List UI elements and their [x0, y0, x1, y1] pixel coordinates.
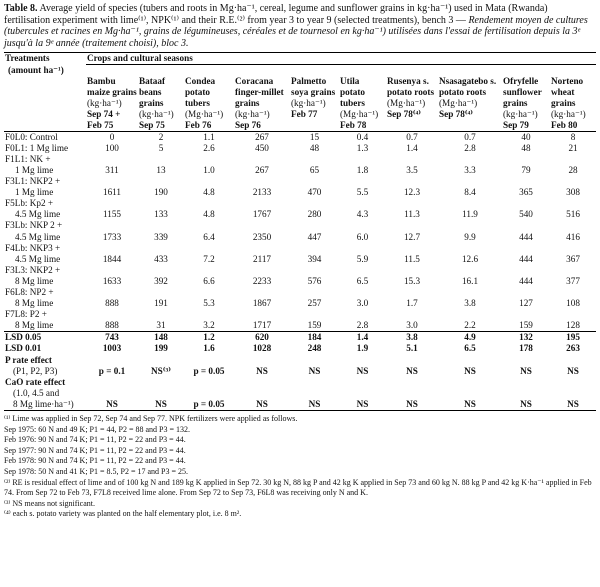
row-label-line: 4.5 Mg lime	[15, 253, 61, 264]
cell-value: 195	[566, 332, 580, 343]
cell-value: 1.1	[203, 131, 215, 142]
cell-value: NS⁽³⁾	[151, 365, 171, 376]
row-label-line: LSD 0.05	[5, 332, 42, 343]
cell-value: 248	[307, 343, 322, 354]
cell-value: 11.9	[462, 209, 478, 220]
cell-value: p = 0.1	[98, 365, 126, 376]
cell-value: 1.9	[356, 343, 369, 354]
cell-value: 65	[309, 164, 320, 175]
column-name: Norteno wheat grains	[551, 75, 584, 108]
column-name: Nsasagatebo s. potato roots	[439, 75, 497, 97]
row-label-line: F4Lb: NKP3 +	[5, 242, 61, 253]
cell-value: 444	[519, 231, 533, 242]
header-spacer	[4, 76, 86, 132]
cell-value: 2	[158, 131, 164, 142]
row-label	[4, 243, 86, 265]
cell-value: 0.4	[356, 131, 369, 142]
row-label-line: 4.5 Mg lime	[15, 231, 61, 242]
cell-value: 2133	[252, 187, 272, 198]
column-date: Feb 77	[291, 108, 318, 119]
cell-value: 9.9	[464, 231, 476, 242]
cell-value: 1867	[252, 298, 272, 309]
cell-value: 4.8	[203, 187, 215, 198]
cell-value: 1844	[102, 253, 122, 264]
column-unit: (Mg·ha⁻¹)	[185, 108, 224, 119]
cell-value: 1003	[102, 343, 122, 354]
cell-value: 79	[521, 164, 531, 175]
cell-value: 0	[109, 131, 115, 142]
row-label	[4, 287, 86, 309]
cell-value: 3.8	[406, 332, 418, 343]
column-date: Sep 76	[235, 119, 261, 130]
cell-value: 190	[154, 187, 168, 198]
cell-value: 5.9	[356, 253, 369, 264]
caption-english: Average yield of species (tubers and roots in Mg·ha⁻¹, cereal, legume and sunflower grains in kg·ha⁻¹) used in Mata (Rwanda) fertilisation experiment with lime⁽¹⁾, NPK⁽¹⁾ and their R.E.⁽²⁾ from year 3 to year 9 (selected treatments), bench 3 —	[4, 3, 548, 26]
caption-label: Table 8.	[4, 3, 38, 14]
cell-value: NS	[155, 398, 167, 409]
cell-value: 620	[255, 332, 269, 343]
column-header	[386, 76, 438, 132]
cell-value: 8.4	[464, 187, 476, 198]
cell-value: 1.0	[203, 164, 215, 175]
cell-value: 576	[307, 275, 322, 286]
row-label-line: 1 Mg lime	[15, 187, 54, 198]
cell-value: NS	[308, 365, 321, 376]
cell-value: 540	[519, 209, 533, 220]
column-unit: (Mg·ha⁻¹)	[387, 97, 426, 108]
cell-value: 2.2	[464, 320, 476, 331]
cell-value: 132	[519, 332, 533, 343]
footnote: ⁽⁴⁾ each s. potato variety was planted on the half elementary plot, i.e. 8 m².	[4, 509, 242, 519]
row-label	[4, 176, 86, 198]
table-caption	[4, 3, 596, 49]
cell-value: 13	[156, 164, 166, 175]
footnote: Feb 1976: 90 N and 74 K; P1 = 11, P2 = 22 and P3 = 44.	[4, 435, 186, 445]
cell-value: 0.7	[406, 131, 418, 142]
footnote: ⁽²⁾ RE is residual effect of lime and of 100 kg N and 189 kg K applied in Sep 72. 30 kg N, 88 kg P and 42 kg K applied in Sep 73 and 60 kg N. 88 kg P and 42 kg K·ha⁻¹ applied in Feb 74. From Sep 72 to Feb 73, F7L8 received lime alone. From Sep 72 to Sep 73, F6L8 was receiving only N and K.	[4, 477, 592, 498]
cell-value: 3.5	[406, 164, 418, 175]
cell-value: 16.1	[461, 275, 479, 286]
cell-value: 128	[566, 320, 580, 331]
column-date: Sep 78⁽⁴⁾	[387, 108, 422, 119]
column-unit: (kg·ha⁻¹)	[291, 97, 326, 108]
column-name: Bambu maize grains	[87, 75, 137, 97]
cell-value: NS	[406, 398, 418, 409]
cell-value: 2.6	[203, 142, 215, 153]
cell-value: 1733	[102, 231, 122, 242]
cell-value: 888	[105, 320, 119, 331]
cell-value: 11.3	[404, 209, 420, 220]
cell-value: 392	[154, 275, 168, 286]
cell-value: NS	[567, 398, 579, 409]
column-header	[438, 76, 502, 132]
cell-value: 1717	[252, 320, 272, 331]
cell-value: NS	[256, 365, 268, 376]
cell-value: 4.9	[464, 332, 476, 343]
cell-value: 0.7	[464, 131, 476, 142]
cell-value: 470	[307, 187, 322, 198]
table-row	[4, 355, 596, 377]
cell-value: 1155	[102, 209, 122, 220]
row-label	[4, 143, 86, 154]
cell-value: 1.6	[203, 343, 215, 354]
column-unit: (kg·ha⁻¹)	[551, 108, 586, 119]
cell-value: 1.2	[203, 332, 215, 343]
row-label-line: LSD 0.01	[5, 343, 42, 354]
cell-value: 267	[255, 164, 269, 175]
cell-value: 21	[568, 142, 578, 153]
cell-value: NS	[406, 365, 418, 376]
row-label-line: F0L0: Control	[5, 131, 58, 142]
cell-value: NS	[356, 365, 369, 376]
cell-value: 12.3	[403, 187, 421, 198]
cell-value: p = 0.05	[193, 398, 225, 409]
cell-value: 159	[307, 320, 322, 331]
table-row	[4, 198, 596, 220]
cell-value: NS	[308, 398, 321, 409]
yield-table	[4, 52, 596, 411]
cell-value: 280	[307, 209, 322, 220]
cell-value: 257	[307, 298, 322, 309]
cell-value: 311	[105, 164, 119, 175]
cell-value: 184	[307, 332, 322, 343]
cell-value: 4.8	[203, 209, 215, 220]
table-row	[4, 143, 596, 154]
column-unit: (Mg·ha⁻¹)	[439, 97, 478, 108]
table-row	[4, 154, 596, 176]
cell-value: 377	[566, 275, 580, 286]
column-name: Ofryfelle sunflower grains	[503, 75, 542, 108]
footnote: ⁽¹⁾ Lime was applied in Sep 72, Sep 74 and Sep 77. NPK fertilizers were applied as follows.	[4, 414, 298, 424]
cell-value: 1.4	[406, 142, 418, 153]
row-label-line: F3Lb: NKP 2 +	[5, 220, 63, 231]
table-row	[4, 309, 596, 332]
row-label	[4, 377, 86, 411]
cell-value: 48	[309, 142, 320, 153]
column-name: Palmetto soya grains	[291, 75, 336, 97]
footnote: Sep 1975: 60 N and 49 K; P1 = 44, P2 = 88 and P3 = 132.	[4, 424, 190, 434]
row-label-line: F0L1: 1 Mg lime	[5, 142, 69, 153]
cell-value: NS	[567, 365, 579, 376]
row-label	[4, 265, 86, 287]
column-name: Bataaf beans grains	[139, 75, 166, 108]
column-header	[290, 76, 339, 132]
cell-value: 159	[519, 320, 533, 331]
row-label-line: F5Lb: Kp2 +	[5, 198, 54, 209]
column-header	[339, 76, 386, 132]
cell-value: 191	[154, 298, 168, 309]
cell-value: 15	[309, 131, 320, 142]
column-unit: (Mg·ha⁻¹)	[340, 108, 379, 119]
column-header	[86, 76, 138, 132]
row-label-line: 4.5 Mg lime	[15, 209, 61, 220]
column-headers	[4, 76, 596, 132]
row-label-line: 8 Mg lime	[15, 275, 54, 286]
cell-value: 367	[566, 253, 580, 264]
cell-value: 444	[519, 275, 533, 286]
cell-value: 888	[105, 298, 119, 309]
cell-value: 450	[255, 142, 269, 153]
cell-value: 1.3	[356, 142, 369, 153]
table-row	[4, 243, 596, 265]
cell-value: 178	[519, 343, 533, 354]
column-date: Feb 78	[340, 119, 367, 130]
cell-value: 127	[519, 298, 533, 309]
column-date: Sep 78⁽⁴⁾	[439, 108, 474, 119]
row-label	[4, 131, 86, 143]
cell-value: 3.3	[464, 164, 476, 175]
cell-value: 7.2	[203, 253, 215, 264]
row-label-line: (P1, P2, P3)	[13, 365, 58, 376]
footnote: Sep 1977: 90 N and 74 K; P1 = 11, P2 = 22 and P3 = 44.	[4, 445, 186, 455]
column-name: Condea potato tubers	[185, 75, 216, 108]
cell-value: 6.0	[356, 231, 369, 242]
cell-value: 516	[566, 209, 580, 220]
row-label	[4, 154, 86, 176]
data-rows	[4, 131, 596, 410]
column-unit: (kg·ha⁻¹)	[139, 108, 174, 119]
cell-value: 2.8	[356, 320, 369, 331]
cell-value: 12.6	[461, 253, 479, 264]
cell-value: 5	[158, 142, 164, 153]
cell-value: NS	[520, 398, 532, 409]
cell-value: 5.5	[356, 187, 369, 198]
row-label-line: 8 Mg lime·ha⁻¹)	[13, 398, 74, 409]
row-label	[4, 309, 86, 332]
column-name: Rusenya s. potato roots	[387, 75, 435, 97]
cell-value: 2233	[252, 275, 272, 286]
cell-value: 148	[154, 332, 168, 343]
cell-value: NS	[464, 398, 476, 409]
cell-value: 5.3	[203, 298, 215, 309]
cell-value: 1767	[252, 209, 272, 220]
row-label-line: F7L8: P2 +	[5, 309, 47, 320]
cell-value: 12.7	[403, 231, 421, 242]
cell-value: NS	[520, 365, 532, 376]
column-date: Sep 79	[503, 119, 529, 130]
column-name: Utila potato tubers	[340, 75, 366, 108]
cell-value: 133	[154, 209, 168, 220]
cell-value: 199	[154, 343, 168, 354]
row-label-line: F6L8: NP2 +	[5, 287, 54, 297]
cell-value: 1.7	[406, 298, 418, 309]
cell-value: 263	[566, 343, 580, 354]
row-label	[4, 343, 86, 354]
cell-value: 31	[156, 320, 166, 331]
cell-value: 365	[519, 187, 533, 198]
cell-value: 6.5	[464, 343, 476, 354]
cell-value: 8	[570, 131, 576, 142]
row-label	[4, 220, 86, 242]
amount-header: (amount ha⁻¹)	[8, 64, 64, 75]
column-date: Feb 76	[185, 119, 212, 130]
table-row	[4, 377, 596, 411]
cell-value: 6.4	[203, 231, 215, 242]
row-label	[4, 332, 86, 344]
column-header	[138, 76, 184, 132]
table-row	[4, 287, 596, 309]
column-date: Sep 74 + Feb 75	[87, 108, 121, 130]
treatments-header: Treatments	[5, 53, 50, 63]
cell-value: NS	[464, 365, 476, 376]
cell-value: 447	[307, 231, 322, 242]
cell-value: 394	[307, 253, 322, 264]
row-label	[4, 355, 86, 377]
cell-value: 3.2	[203, 320, 215, 331]
cell-value: 1028	[252, 343, 272, 354]
row-label-line: 1 Mg lime	[15, 164, 54, 175]
cell-value: 5.1	[406, 343, 418, 354]
footnote: Sep 1978: 50 N and 41 K; P1 = 8.5, P2 = 17 and P3 = 25.	[4, 467, 188, 476]
column-date: Sep 75	[139, 119, 165, 130]
table-row	[4, 265, 596, 287]
cell-value: 108	[566, 298, 580, 309]
column-header	[184, 76, 234, 132]
cell-value: 339	[154, 231, 168, 242]
cell-value: 1.8	[356, 164, 369, 175]
row-label-line: F3L3: NKP2 +	[5, 264, 61, 275]
caption-french: Rendement moyen de cultures (tubercules et racines en Mg·ha⁻¹, grains de légumineuses, céréales et de tournesol en kg·ha⁻¹) utilisées dans l'essai de fertilisation depuis la 3ᵉ jusqu'à la 9ᵉ année (traitement choisi), bloc 3.	[4, 14, 588, 49]
row-label-line: F3L1: NKP2 +	[5, 176, 61, 187]
cell-value: p = 0.05	[193, 365, 225, 376]
cell-value: 308	[566, 187, 580, 198]
row-label-line: F1L1: NK +	[5, 153, 51, 164]
cell-value: 28	[568, 164, 578, 175]
cell-value: 3.0	[406, 320, 418, 331]
table-row	[4, 343, 596, 354]
cell-value: 6.6	[203, 275, 215, 286]
table-row	[4, 220, 596, 242]
column-header	[234, 76, 290, 132]
cell-value: 1611	[102, 187, 122, 198]
column-header	[502, 76, 550, 132]
footnote: ⁽³⁾ NS means not significant.	[4, 498, 95, 508]
table-row	[4, 131, 596, 143]
cell-value: 100	[105, 142, 119, 153]
cell-value: 3.0	[356, 298, 369, 309]
row-label-line: CaO rate effect	[5, 376, 66, 387]
cell-value: 2350	[252, 231, 272, 242]
cell-value: NS	[256, 398, 268, 409]
crops-header: Crops and cultural seasons	[86, 53, 596, 65]
cell-value: 40	[521, 131, 531, 142]
row-label-line: 8 Mg lime	[15, 298, 54, 309]
cell-value: 3.8	[464, 298, 476, 309]
footnotes	[4, 414, 596, 520]
cell-value: 11.5	[404, 253, 420, 264]
cell-value: 6.5	[356, 275, 369, 286]
row-label-line: (1.0, 4.5 and	[13, 387, 60, 398]
cell-value: 433	[154, 253, 168, 264]
cell-value: NS	[356, 398, 369, 409]
column-name: Coracana finger-millet grains	[235, 75, 284, 108]
column-unit: (kg·ha⁻¹)	[503, 108, 538, 119]
cell-value: 1.4	[356, 332, 369, 343]
column-header	[550, 76, 596, 132]
table-row	[4, 332, 596, 344]
row-label-line: P rate effect	[5, 354, 52, 365]
cell-value: 48	[521, 142, 531, 153]
column-date: Feb 80	[551, 119, 578, 130]
cell-value: 2.8	[464, 142, 476, 153]
cell-value: 2117	[252, 253, 272, 264]
row-label-line: 8 Mg lime	[15, 320, 54, 331]
column-unit: (kg·ha⁻¹)	[87, 97, 122, 108]
cell-value: 4.3	[356, 209, 369, 220]
cell-value: NS	[106, 398, 118, 409]
cell-value: 15.3	[403, 275, 421, 286]
row-label	[4, 198, 86, 220]
cell-value: 743	[105, 332, 119, 343]
footnote: Feb 1978: 90 N and 74 K; P1 = 11, P2 = 22 and P3 = 44.	[4, 456, 186, 466]
table-row	[4, 176, 596, 198]
cell-value: 444	[519, 253, 533, 264]
cell-value: 416	[566, 231, 580, 242]
column-unit: (kg·ha⁻¹)	[235, 108, 270, 119]
cell-value: 1633	[102, 275, 122, 286]
cell-value: 267	[255, 131, 269, 142]
